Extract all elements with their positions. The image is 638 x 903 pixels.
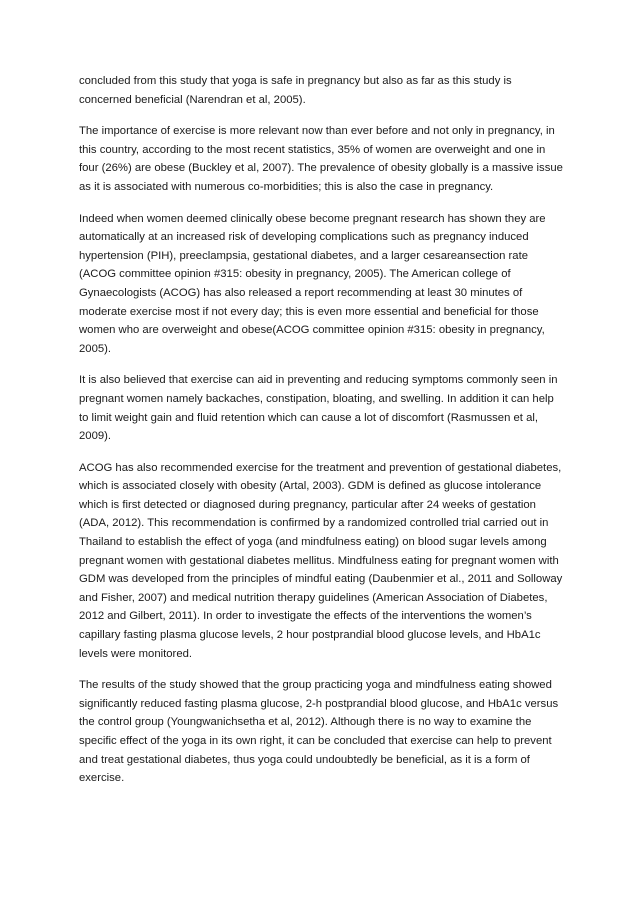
paragraph-4: It is also believed that exercise can aid in preventing and reducing symptoms commonly seen in pregnant women namely backaches, constipation, bloating, and swelling. In addition it can help to limit weight gain and fluid retention which can cause a lot of discomfort (Rasmussen et al, 2009). — [79, 374, 558, 443]
paragraph-6: The results of the study showed that the group practicing yoga and mindfulness eating showed significantly reduced fasting plasma glucose, 2-h postprandial blood glucose, and HbA1c versus the control group (Youngwanichsetha et al, 2012). Although there is no way to examine the specific effect of the yoga in its own right, it can be concluded that exercise can help to prevent and treat gestational diabetes, thus yoga could undoubtedly be beneficial, as it is a form of exercise. — [79, 679, 559, 785]
paragraph-2: The importance of exercise is more relevant now than ever before and not only in pregnancy, in this country, according to the most recent statistics, 35% of women are overweight and one in four (26%) are obese (Buckley et al, 2007). The prevalence of obesity globally is a massive issue as it is associated with numerous co-morbidities; this is also the case in pregnancy. — [79, 125, 563, 193]
paragraph-3: Indeed when women deemed clinically obese become pregnant research has shown they are automatically at an increased risk of developing complications such as pregnancy induced hypertension (PIH), preeclampsia, gestational diabetes, and a larger cesareansection rate (ACOG committee opinion #315: obesity in pregnancy, 2005). The American college of Gynaecologists (ACOG) has also released a report recommending at least 30 minutes of moderate exercise most if not every day; this is even more essential and beneficial for those women who are overweight and obese(ACOG committee opinion #315: obesity in pregnancy, 2005). — [79, 212, 546, 355]
document-body — [79, 72, 563, 801]
paragraph-5: ACOG has also recommended exercise for the treatment and prevention of gestational diabetes, which is associated closely with obesity (Artal, 2003). GDM is defined as glucose intolerance which is first detected or diagnosed during pregnancy, particular after 24 weeks of gestation (ADA, 2012). This recommendation is confirmed by a randomized controlled trial carried out in Thailand to establish the effect of yoga (and mindfulness eating) on blood sugar levels among pregnant women with gestational diabetes mellitus. Mindfulness eating for pregnant women with GDM was developed from the principles of mindful eating (Daubenmier et al., 2011 and Solloway and Fisher, 2007) and medical nutrition therapy guidelines (American Association of Diabetes, 2012 and Gilbert, 2011). In order to investigate the effects of the interventions the women’s capillary fasting plasma glucose levels, 2 hour postprandial blood glucose levels, and HbA1c levels were monitored. — [79, 461, 563, 660]
paragraph-1: concluded from this study that yoga is safe in pregnancy but also as far as this study is concerned beneficial (Narendran et al, 2005). — [79, 75, 512, 106]
